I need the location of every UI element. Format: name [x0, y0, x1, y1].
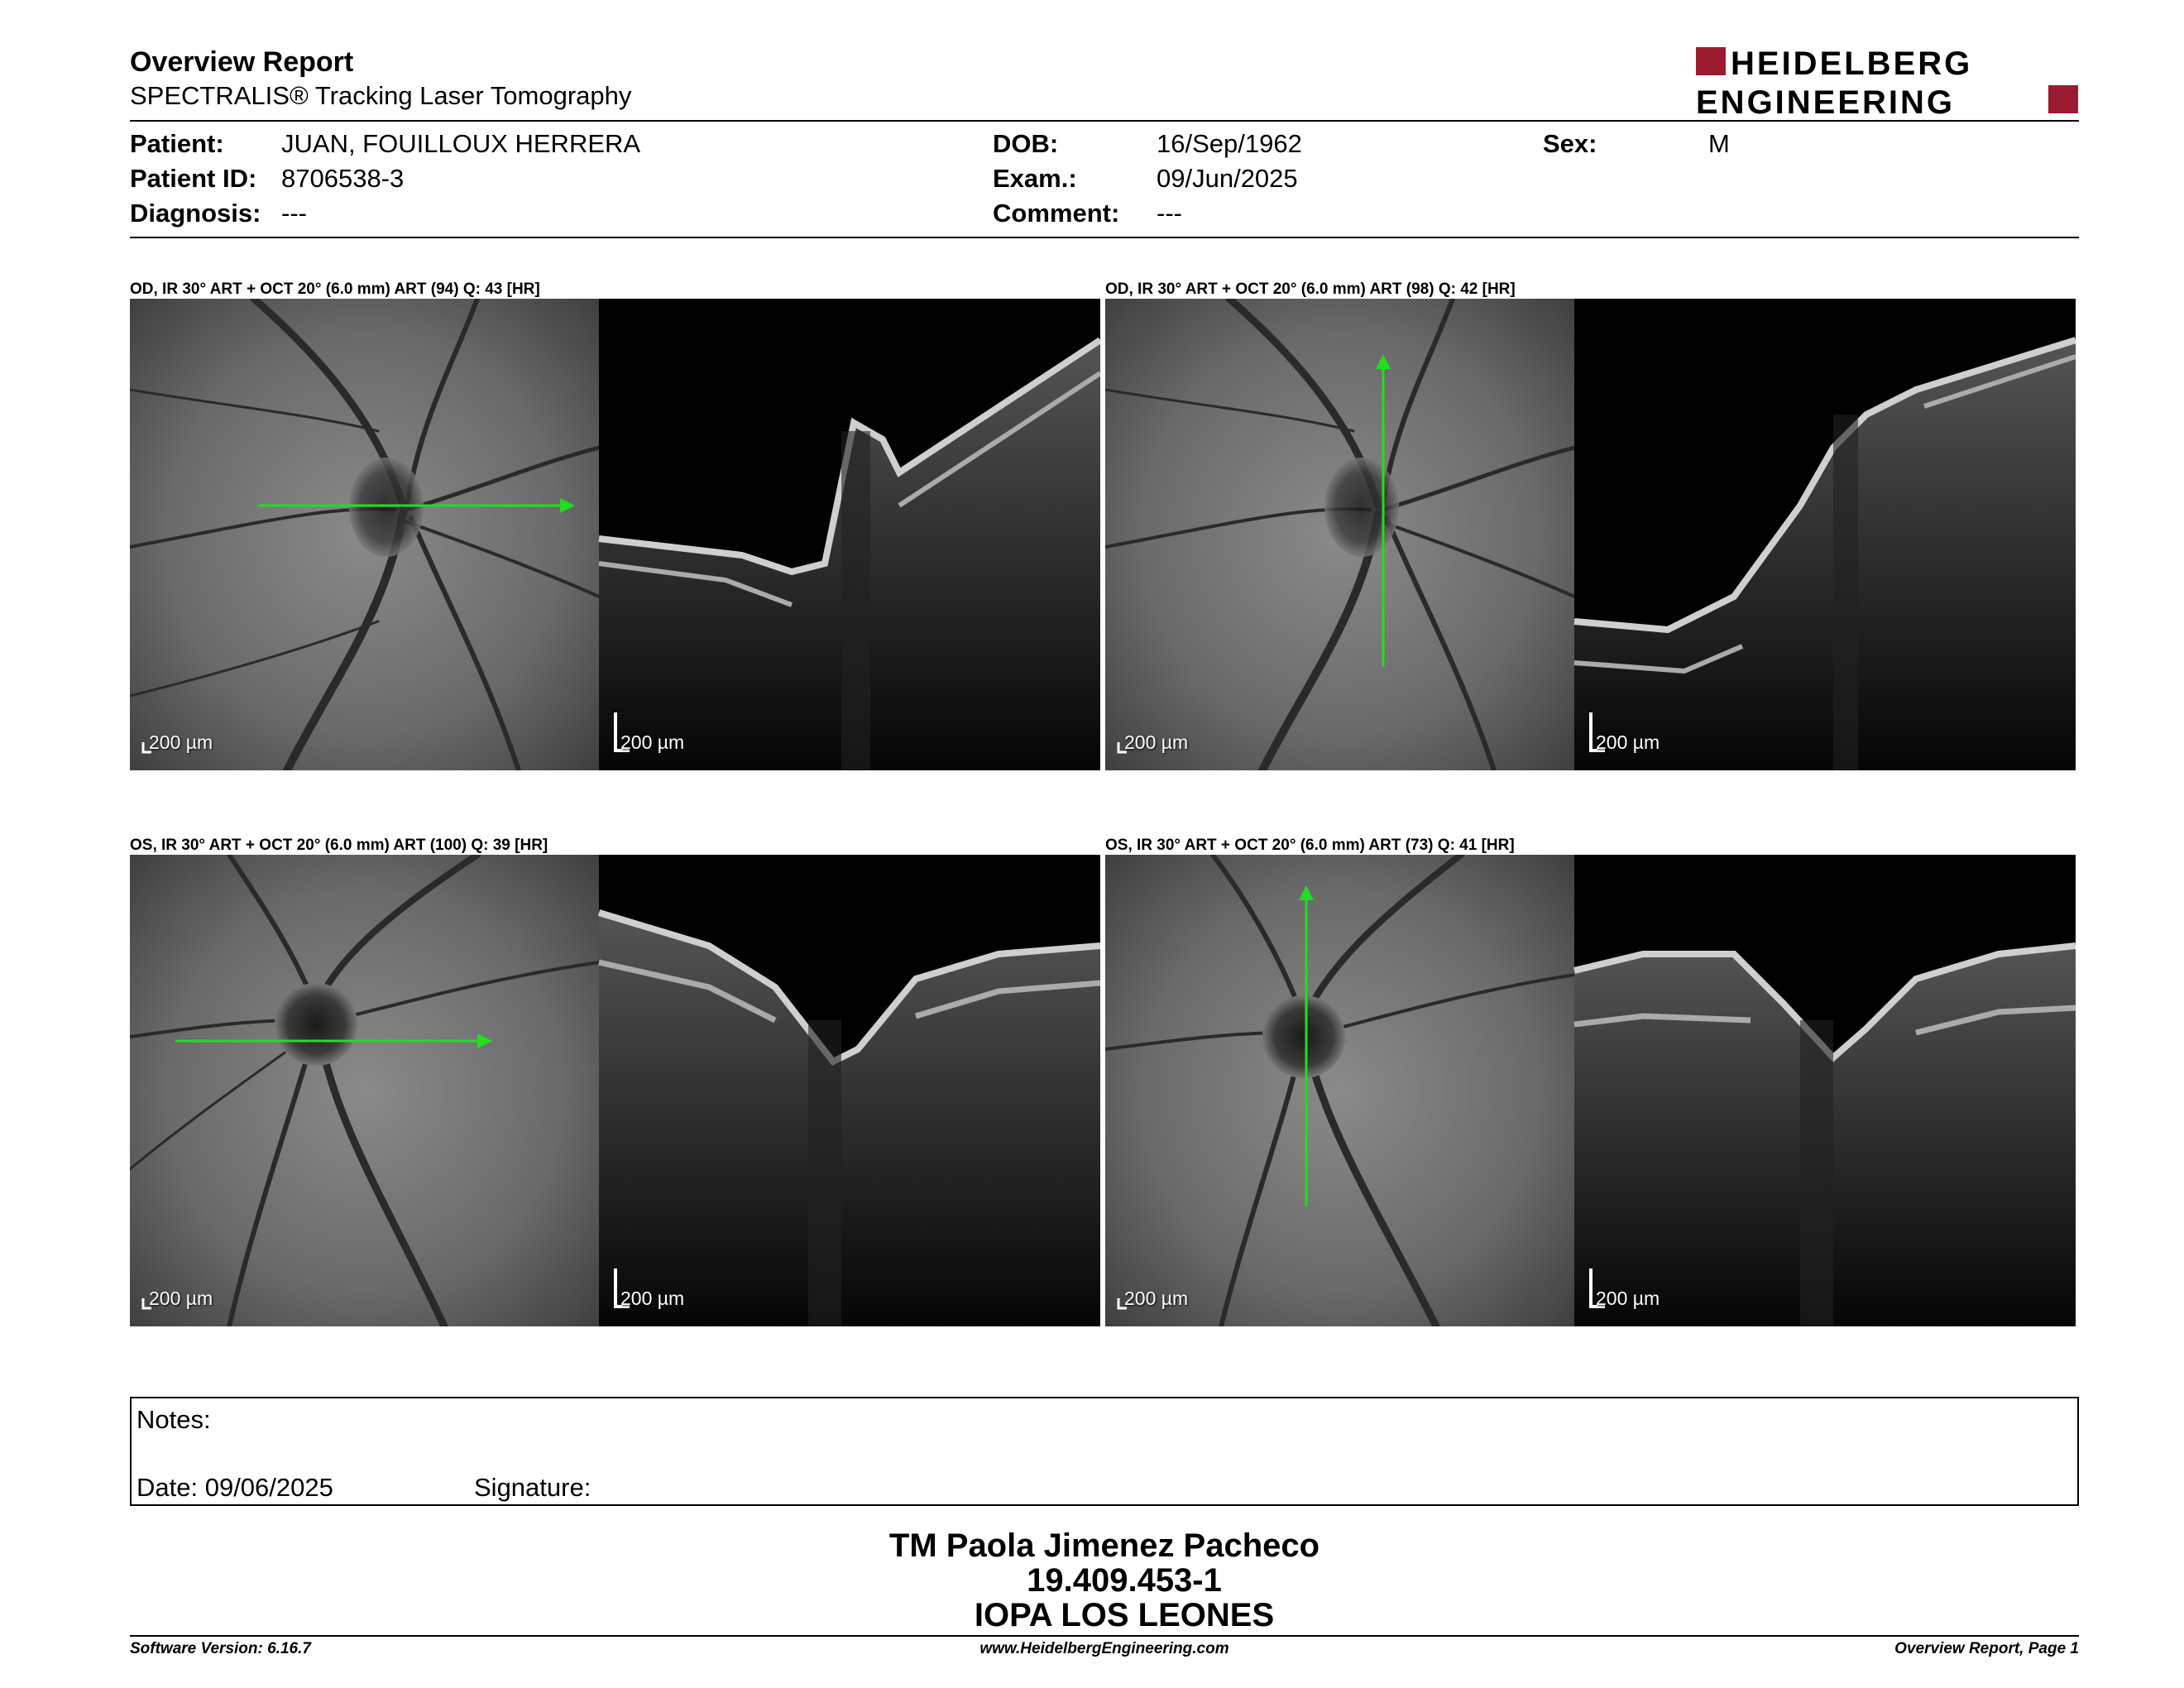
sex-label: Sex:: [1543, 129, 1597, 158]
fundus-scale-label: 200 µm: [1124, 731, 1189, 753]
patient-info-divider: [130, 237, 2079, 238]
signer-name: TM Paola Jimenez Pacheco: [888, 1527, 1320, 1564]
oct-bscan: [599, 299, 1100, 770]
exam-value: 09/Jun/2025: [1157, 164, 1298, 193]
notes-label: Notes:: [136, 1405, 211, 1434]
header-divider: [130, 120, 2079, 122]
comment-label: Comment:: [993, 199, 1120, 228]
oct-bscan: [599, 855, 1100, 1326]
panel-caption: OD, IR 30° ART + OCT 20° (6.0 mm) ART (98) Q: 42 [HR]: [1105, 281, 1516, 298]
patient-label: Patient:: [130, 129, 224, 158]
website-link[interactable]: www.HeidelbergEngineering.com: [979, 1640, 1229, 1657]
scan-panel-os-horizontal: [130, 855, 1100, 1326]
fundus-image: [1105, 299, 1574, 770]
diagnosis-value: ---: [281, 199, 307, 228]
sex-value: M: [1708, 129, 1730, 158]
panel-caption: OS, IR 30° ART + OCT 20° (6.0 mm) ART (73) Q: 41 [HR]: [1105, 837, 1515, 854]
scan-panel-od-vertical: [1105, 299, 2076, 770]
oct-bscan: [1574, 855, 2076, 1326]
report-subtitle: SPECTRALIS® Tracking Laser Tomography: [130, 81, 632, 110]
footer-divider: [130, 1635, 2079, 1637]
fundus-scale-label: 200 µm: [149, 731, 213, 753]
fundus-scale-label: 200 µm: [1124, 1288, 1189, 1309]
fundus-image: [1105, 855, 1574, 1326]
panel-caption: OS, IR 30° ART + OCT 20° (6.0 mm) ART (100) Q: 39 [HR]: [130, 837, 548, 854]
comment-value: ---: [1157, 199, 1182, 228]
scan-panel-od-horizontal: [130, 299, 1100, 770]
oct-scale-label: 200 µm: [1596, 1288, 1660, 1309]
logo-line2: ENGINEERING: [1696, 84, 1956, 118]
scan-panel-os-vertical: [1105, 855, 2076, 1326]
fundus-image: [130, 299, 599, 770]
logo-line1: HEIDELBERG: [1731, 46, 1973, 82]
oct-scale-label: 200 µm: [1596, 731, 1660, 753]
date-label: Date: 09/06/2025: [136, 1473, 333, 1502]
notes-box[interactable]: [130, 1397, 2079, 1506]
page-indicator: Overview Report, Page 1: [1894, 1640, 2079, 1657]
oct-scale-label: 200 µm: [620, 1288, 685, 1309]
dob-label: DOB:: [993, 129, 1059, 158]
oct-scale-label: 200 µm: [620, 731, 685, 753]
signer-institution: IOPA LOS LEONES: [974, 1597, 1275, 1633]
dob-value: 16/Sep/1962: [1157, 129, 1302, 158]
patient-id-label: Patient ID:: [130, 164, 257, 193]
signature-label: Signature:: [474, 1473, 592, 1502]
patient-value: JUAN, FOUILLOUX HERRERA: [281, 129, 641, 158]
oct-bscan: [1574, 299, 2076, 770]
exam-label: Exam.:: [993, 164, 1077, 193]
fundus-image: [130, 855, 599, 1326]
heidelberg-logo: [1696, 46, 2078, 118]
diagnosis-label: Diagnosis:: [130, 199, 261, 228]
fundus-scale-label: 200 µm: [149, 1288, 213, 1309]
software-version: Software Version: 6.16.7: [130, 1640, 311, 1657]
panel-caption: OD, IR 30° ART + OCT 20° (6.0 mm) ART (94) Q: 43 [HR]: [130, 281, 540, 298]
patient-id-value: 8706538-3: [281, 164, 405, 193]
signer-id: 19.409.453-1: [1027, 1562, 1222, 1599]
report-title: Overview Report: [130, 46, 354, 78]
